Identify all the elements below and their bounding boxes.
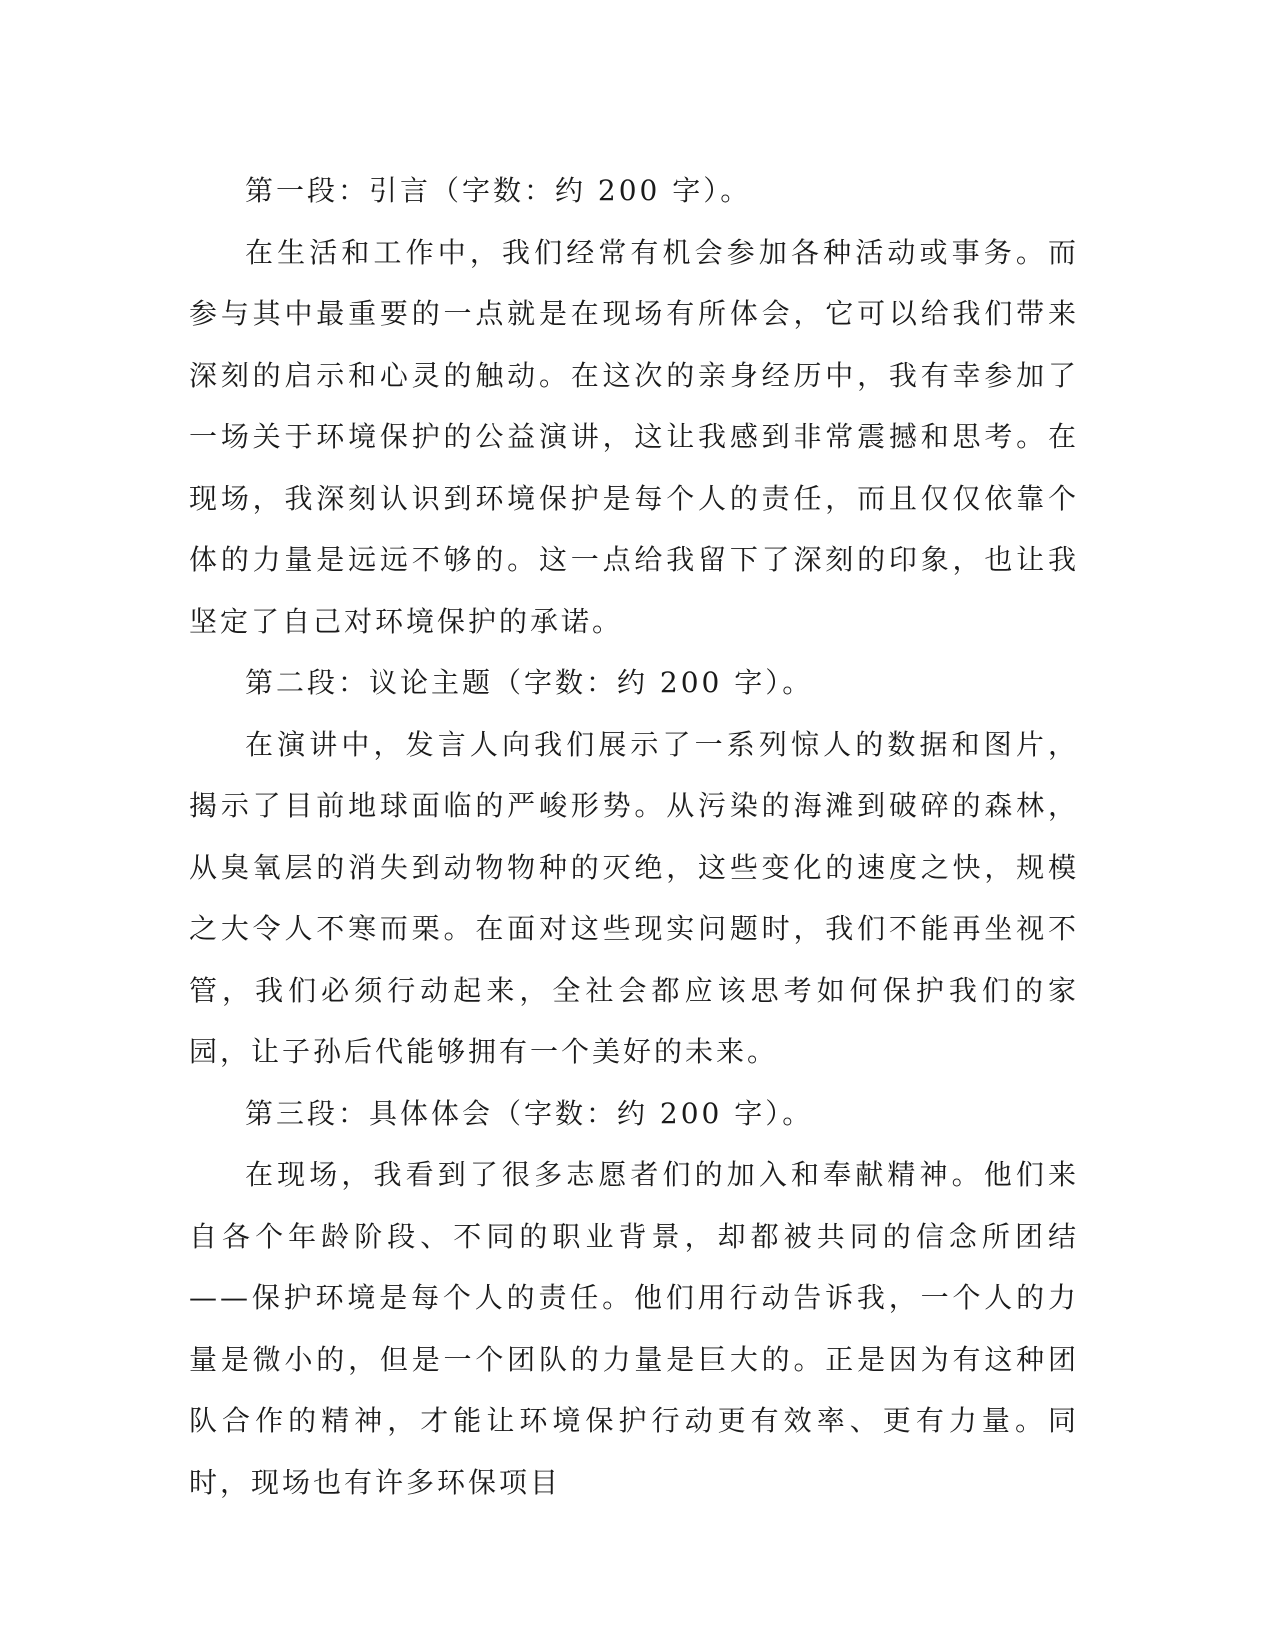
paragraph-section-2: 在演讲中，发言人向我们展示了一系列惊人的数据和图片，揭示了目前地球面临的严峻形势。从污染的海滩到破碎的森林，从臭氧层的消失到动物物种的灭绝，这些变化的速度之快，规模之大令人不寒而栗。在面对这些现实问题时，我们不能再坐视不管，我们必须行动起来，全社会都应该思考如何保护我们的家园，让子孙后代能够拥有一个美好的未来。 — [189, 727, 1079, 1068]
paragraph-section-3: 在现场，我看到了很多志愿者们的加入和奉献精神。他们来自各个年龄阶段、不同的职业背景，却都被共同的信念所团结——保护环境是每个人的责任。他们用行动告诉我，一个人的力量是微小的，但是一个团队的力量是巨大的。正是因为有这种团队合作的精神，才能让环境保护行动更有效率、更有力量。同时，现场也有许多环保项目 — [189, 1158, 1079, 1499]
heading-section-3: 第三段：具体体会（字数：约 200 字）。 — [245, 1096, 814, 1130]
heading-section-2: 第二段：议论主题（字数：约 200 字）。 — [245, 666, 814, 699]
paragraph-section-1: 在生活和工作中，我们经常有机会参加各种活动或事务。而参与其中最重要的一点就是在现场有所体会，它可以给我们带来深刻的启示和心灵的触动。在这次的亲身经历中，我有幸参加了一场关于环境保护的公益演讲，这让我感到非常震撼和思考。在现场，我深刻认识到环境保护是每个人的责任，而且仅仅依靠个体的力量是远远不够的。这一点给我留下了深刻的印象，也让我坚定了自己对环境保护的承诺。 — [189, 235, 1079, 638]
document-body — [189, 160, 1079, 1513]
heading-section-1: 第一段：引言（字数：约 200 字）。 — [245, 174, 752, 207]
